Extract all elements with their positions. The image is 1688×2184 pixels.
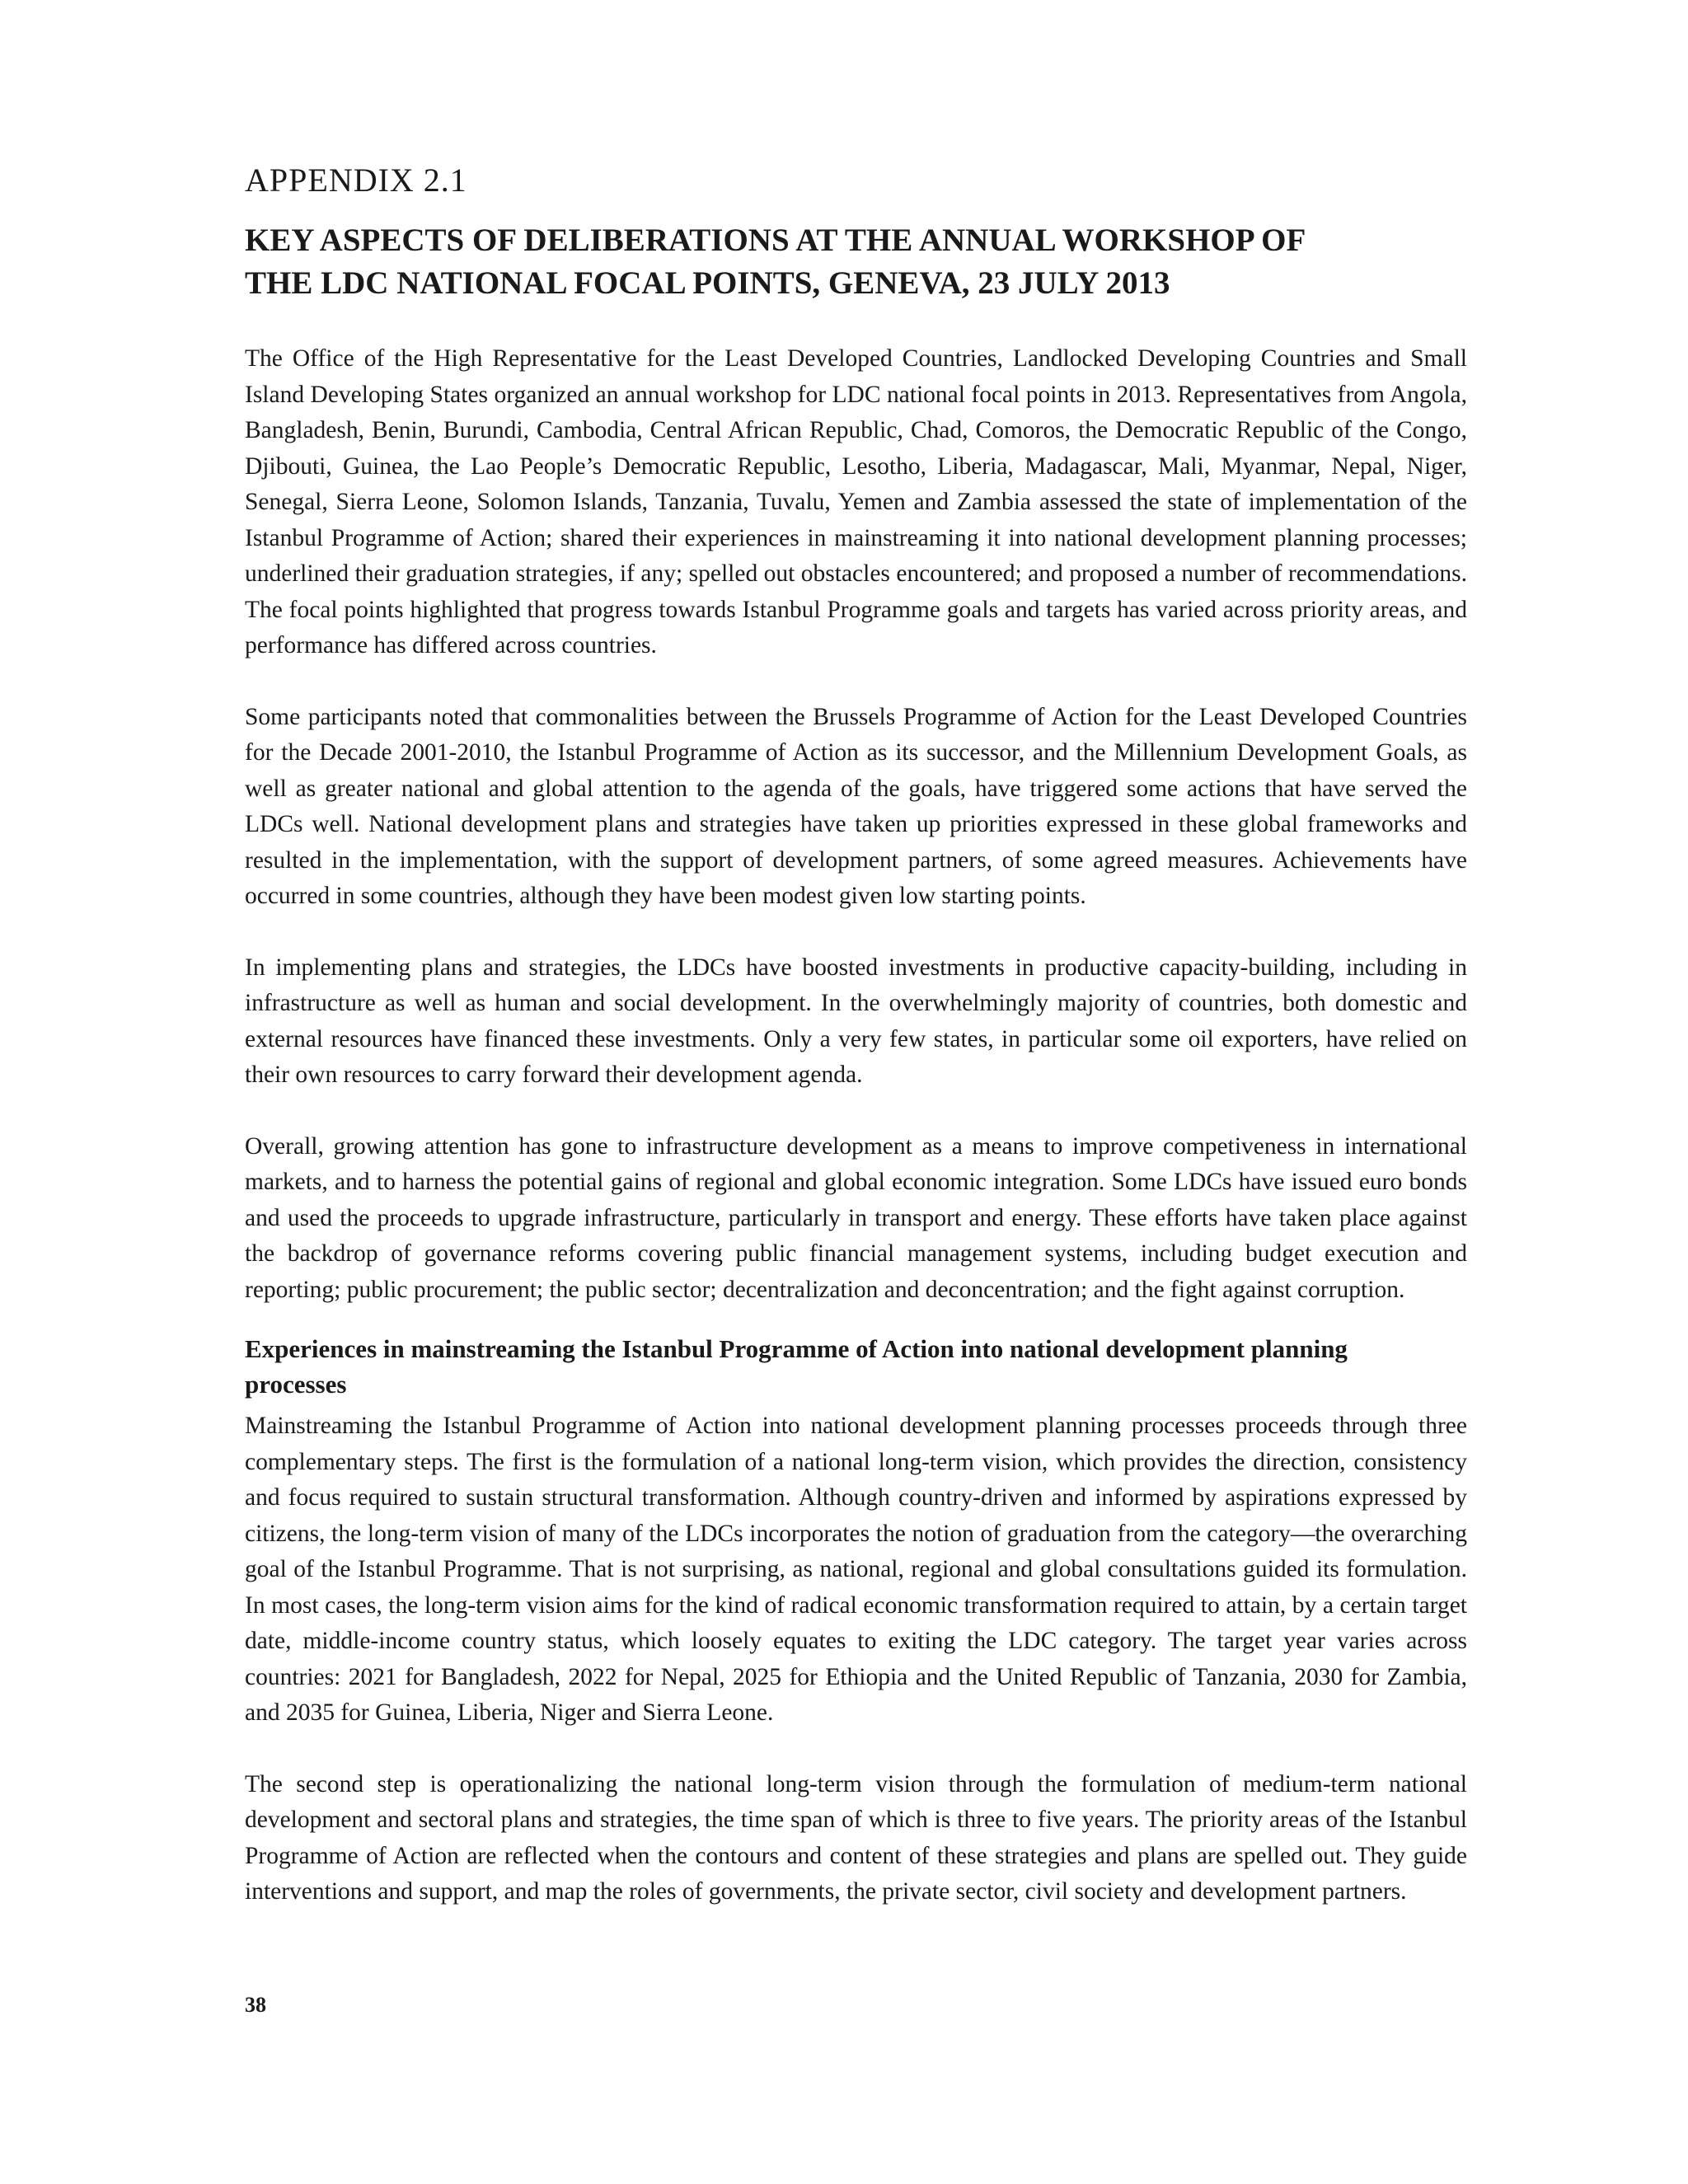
appendix-label: APPENDIX 2.1 [245,162,467,199]
paragraph-3: In implementing plans and strategies, the LDCs have boosted investments in productive capacity-building, including in infrastructure as well as human and social development. In the overwhelmingly majority of countries, both domestic and external resources have financed these investments. Only a very few states, in particular some oil exporters, have relied on their own resources to carry forward their development agenda. [245,954,1467,1088]
paragraph-4: Overall, growing attention has gone to infrastructure development as a means to improve competiveness in international markets, and to harness the potential gains of regional and global economic integration. Some LDCs have issued euro bonds and used the proceeds to upgrade infrastructure, particularly in transport and energy. These efforts have taken place against the backdrop of governance reforms covering public financial management systems, including budget execution and reporting; public procurement; the public sector; decentralization and deconcentration; and the fight against corruption. [245,1132,1467,1303]
paragraph-1: The Office of the High Representative for the Least Developed Countries, Landlocked Developing Countries and Small Island Developing States organized an annual workshop for LDC national focal points in 2013. Representatives from Angola, Bangladesh, Benin, Burundi, Cambodia, Central African Republic, Chad, Comoros, the Democratic Republic of the Congo, Djibouti, Guinea, the Lao People’s Democratic Republic, Lesotho, Liberia, Madagascar, Mali, Myanmar, Nepal, Niger, Senegal, Sierra Leone, Solomon Islands, Tanzania, Tuvalu, Yemen and Zambia assessed the state of implementation of the Istanbul Programme of Action; shared their experiences in mainstreaming it into national development planning processes; underlined their graduation strategies, if any; spelled out obstacles encountered; and proposed a number of recommendations. The focal points highlighted that progress towards Istanbul Programme goals and targets has varied across priority areas, and performance has differed across countries. [245,345,1467,658]
section-heading: Experiences in mainstreaming the Istanbul Programme of Action into national development planning processes [245,1334,1348,1399]
section-paragraph-1: Mainstreaming the Istanbul Programme of Action into national development planning processes proceeds through three complementary steps. The first is the formulation of a national long-term vision, which provides the direction, consistency and focus required to sustain structural transformation. Although country-driven and informed by aspirations expressed by citizens, the long-term vision of many of the LDCs incorporates the notion of graduation from the category—the overarching goal of the Istanbul Programme. That is not surprising, as national, regional and global consultations guided its formulation. In most cases, the long-term vision aims for the kind of radical economic transformation required to attain, by a certain target date, middle-income country status, which loosely equates to exiting the LDC category. The target year varies across countries: 2021 for Bangladesh, 2022 for Nepal, 2025 for Ethiopia and the United Republic of Tanzania, 2030 for Zambia, and 2035 for Guinea, Liberia, Niger and Sierra Leone. [245,1413,1467,1726]
title-line-1: KEY ASPECTS OF DELIBERATIONS AT THE ANNUAL WORKSHOP OF [245,223,1306,258]
paragraph-2: Some participants noted that commonalities between the Brussels Programme of Action for the Least Developed Countries for the Decade 2001-2010, the Istanbul Programme of Action as its successor, and the Millennium Development Goals, as well as greater national and global attention to the agenda of the goals, have triggered some actions that have served the LDCs well. National development plans and strategies have taken up priorities expressed in these global frameworks and resulted in the implementation, with the support of development partners, of some agreed measures. Achievements have occurred in some countries, although they have been modest given low starting points. [245,703,1467,909]
section-paragraph-2: The second step is operationalizing the national long-term vision through the formulation of medium-term national development and sectoral plans and strategies, the time span of which is three to five years. The priority areas of the Istanbul Programme of Action are reflected when the contours and content of these strategies and plans are spelled out. They guide interventions and support, and map the roles of governments, the private sector, civil society and development partners. [245,1770,1467,1905]
document-title [245,219,1467,305]
document-page [245,157,1467,1910]
page-number: 38 [245,1993,266,2017]
title-line-2: THE LDC NATIONAL FOCAL POINTS, GENEVA, 23 JULY 2013 [245,265,1170,301]
